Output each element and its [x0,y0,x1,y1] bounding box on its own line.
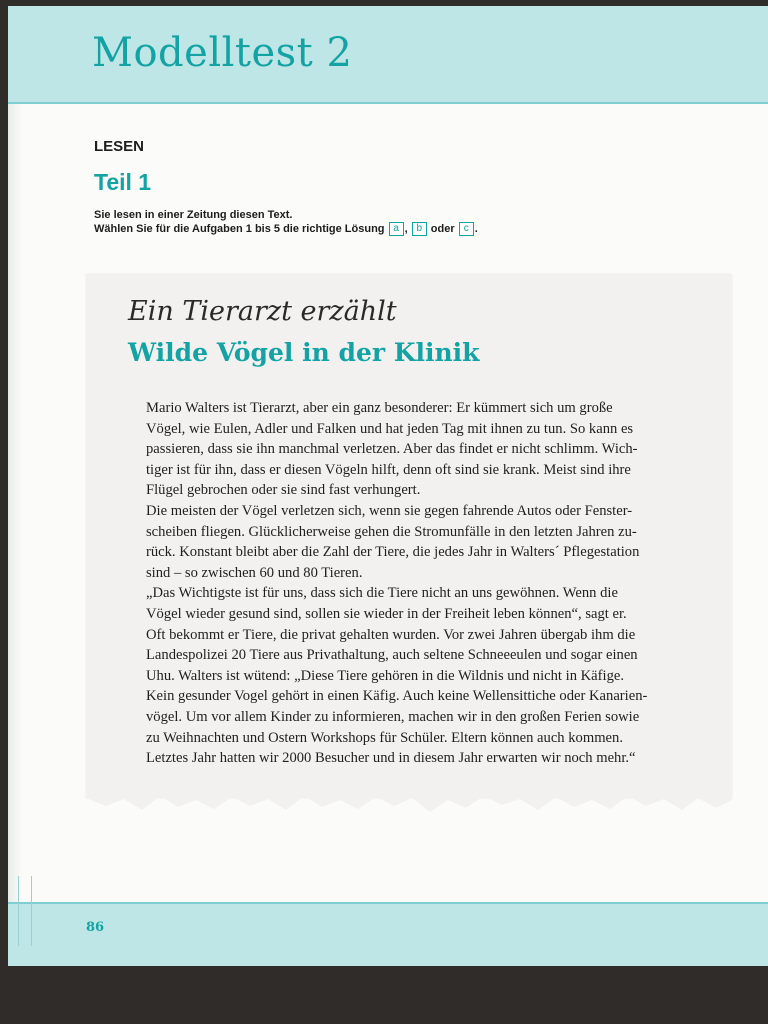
header-band [8,6,768,104]
instructions-line-1: Sie lesen in einer Zeitung diesen Text. [94,209,293,221]
newspaper-article [86,274,732,798]
article-line: tiger ist für ihn, dass er diesen Vögeln hilft, denn oft sind sie krank. Meist sind ihre [146,461,631,478]
page-title: Modelltest 2 [92,30,353,76]
part-label: Teil 1 [94,169,152,195]
article-line: „Das Wichtigste ist für uns, dass sich die Tiere nicht an uns gewöhnen. Wenn die [146,585,618,602]
section-label: LESEN [94,138,145,155]
article-line: zu Weihnachten und Ostern Workshops für Schüler. Eltern können auch kommen. [146,729,623,746]
article-line: Uhu. Walters ist wütend: „Diese Tiere gehören in die Wildnis und nicht in Käfige. [146,667,624,684]
footer-band [8,902,768,966]
article-body [146,398,730,769]
option-oder: oder [430,223,455,235]
option-separator: , [404,223,408,235]
page-gutter [8,6,22,966]
article-line: scheiben fliegen. Glücklicherweise gehen die Stromunfälle in den letzten Jahren zu- [146,523,637,540]
option-b-box: b [412,222,427,236]
article-line: Flügel gebrochen oder sie sind fast verhungert. [146,482,421,499]
article-line: Oft bekommt er Tiere, die privat gehalten wurden. Vor zwei Jahren übergab ihm die [146,626,636,643]
instructions [94,208,478,236]
article-headline: Wilde Vögel in der Klinik [128,338,480,367]
instructions-line-2 [94,222,478,236]
instructions-line-2-text: Wählen Sie für die Aufgaben 1 bis 5 die richtige Lösung [94,223,385,235]
article-line: rück. Konstant bleibt aber die Zahl der Tiere, die jedes Jahr in Walters´ Pflegestation [146,544,640,561]
torn-paper-edge [86,790,732,818]
article-kicker: Ein Tierarzt erzählt [128,296,397,327]
article-line: Letztes Jahr hatten wir 2000 Besucher und in diesem Jahr erwarten wir noch mehr.“ [146,750,636,767]
article-line: Vögel, wie Eulen, Adler und Falken und hat jeden Tag mit ihnen zu tun. So kann es [146,420,634,437]
article-line: vögel. Um vor allem Kinder zu informieren, machen wir in den großen Ferien sowie [146,708,640,725]
binding-marks [18,876,32,946]
option-c-box: c [459,222,474,236]
instructions-end: . [474,223,478,235]
option-a-box: a [389,222,404,236]
article-line: passieren, dass sie ihn manchmal verletzen. Aber das findet er nicht schlimm. Wich- [146,441,638,458]
article-line: Mario Walters ist Tierarzt, aber ein ganz besonderer: Er kümmert sich um große [146,400,613,416]
article-line: Landespolizei 20 Tiere aus Privathaltung, auch seltene Schneeeulen und sogar einen [146,647,638,664]
article-line: Kein gesunder Vogel gehört in einen Käfig. Auch keine Wellensittiche oder Kanarien- [146,688,648,705]
page-number: 86 [86,920,105,935]
article-line: Vögel wieder gesund sind, sollen sie wieder in der Freiheit leben können“, sagt er. [146,605,627,622]
article-line: Die meisten der Vögel verletzen sich, wenn sie gegen fahrende Autos oder Fenster- [146,502,633,519]
article-line: sind – so zwischen 60 und 80 Tieren. [146,564,363,581]
